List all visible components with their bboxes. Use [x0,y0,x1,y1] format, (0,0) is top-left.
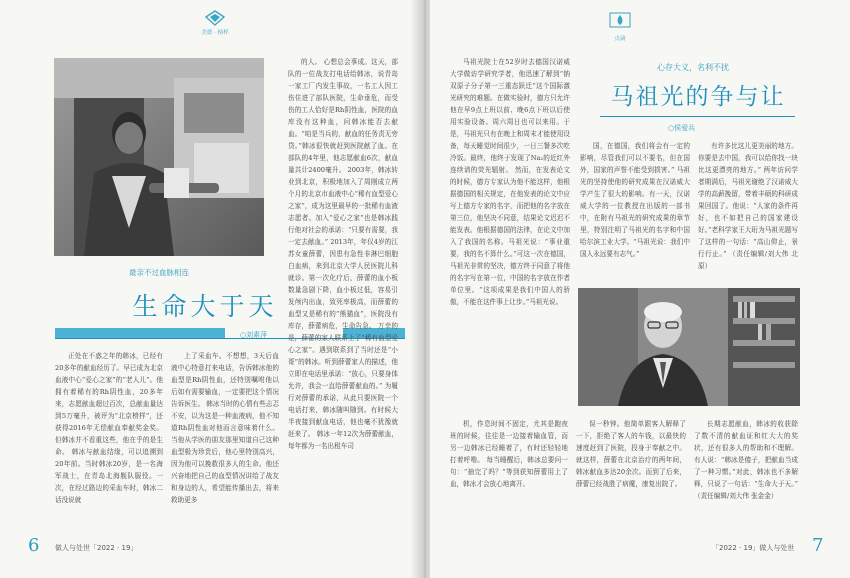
left-col-1 [55,350,163,538]
blood-donor-photo [54,58,264,256]
left-folio: 做人与处世「2022 · 19」 [55,544,138,552]
article-title-right: 马祖光的争与让 [610,84,786,110]
section-logo-text: 美德 · 榜样 [201,30,229,36]
diamond-heart-icon [205,10,225,26]
title-rule [600,116,795,117]
right-top-col-1-text: 马祖光院士在52岁时去德国汉诺威大学做访学研究学者，他迅速了解到“钠双原子分子第一三重态跃迁”这个国际激光研究的难题。在做实验时，德方只允许他在早9点上班以前、晚6点下班以后使用实验设备。周六周日也可以来用。于是，马祖光只有在晚上和周末才能使用设备，每天睡觉时间很少，一日三餐多次吃冷饭。最终，他终于发现了Na₂的近红外连续谱的荧光辐射。 然而，在发表论文的时候，德方专家认为他不能这样，他根据德国的相关规定，在他发表的论文中应写上德方专家的名字，而把他的名字放在第三位，他坚决不同意，结果论文迟迟不能发表。他根据德国的法律，在论文中加入了我国的名称。马祖光说：“事业重要，我的名不算什么。”可这一次在德国，马祖光非常的坚决，德方终于同意了将他的名字写在第一位，中国的名字放在作者单位里。“这项成果是我们中国人的骄傲，不能在这件事上让步。”马祖光说。 [450,58,570,306]
section-logo-left [190,10,240,36]
left-col-2-text: 上了采血车。不想想，3天后血液中心特意打来电话，告诉韩冰他的血型是Rh阴性血，还特别嘱咐他以后如有需要输血，一定要把这个情况告诉医生。 韩冰当时的心情有些忐忑不安，以为这是一种血液病，他不知道Rh阴性血对他而言意味着什么。当他从学医的朋友那里知道自己这种血型极为珍贵后，他心里特别高兴，因为他可以挽救很多人的生命。他还兴奋地把自己的血型情况讲给了战友和身边的人，希望能传播出去，将来救助更多 [171,352,279,504]
author-right: ○侯爱兵 [668,124,696,132]
section-logo-text: 点滴 [614,36,626,42]
right-bottom-col-3 [694,418,798,538]
left-col-1-text: 正处在不惑之年的韩冰，已经有20多年的献血经历了。早已成为北京血液中心“爱心之家”的“老人儿”。他拥有着稀有的Rh阴性血，20多年来，志愿献血超过百次，总献血量达到5万毫升，被评为“北京榜样”，还获得2016年无偿献血奉献奖金奖。但韩冰并不看重这些，他在乎的是生命。 韩冰与献血结缘，可以追溯到20年前。当时韩冰20岁，是一名海军战士，在青岛北海舰队服役。一次，在经过路边的采血车时，韩冰二话没说就 [55,352,163,504]
article-subtitle-right: 心存大义，名利不扰 [657,63,729,72]
left-page [0,0,420,578]
right-top-col-2-text: 国，在德国，我们将会有一定的影响，尽管我们可以不要名，但在国外，国家的声誉不能受到损害。” 马祖光的坚持使他的研究成果在汉诺威大学产生了很大的影响。有一天，汉诺威大学的一位教授在出版的一部书中，在附有马祖光的研究成果的章节里，特别注明了马祖光的名字和中国哈尔滨工业大学。“马祖光说：我们中国人永远要有志气。” [580,142,690,258]
right-bottom-col-2-text: 误一秒钟。他简单跟客人解释了一下，拒绝了客人的车钱，以最快的速度赶到了医院，投身于奉献之中。 就这样，薛蕾在北京治疗的两年间，韩冰献血多达20余次。而到了后来，薛蕾已经战胜了病魔，康复出院了。 [576,420,686,488]
left-page-number: 6 [28,535,40,556]
right-top-col-3 [698,140,798,275]
right-bottom-col-2 [576,418,686,538]
right-top-col-2 [580,140,690,275]
right-top-col-1 [450,56,570,306]
author-left: ○刘素萍 [240,331,268,339]
droplet-icon [609,12,631,32]
article-title-left: 生命大于天 [132,292,278,321]
right-bottom-col-1-text: 机，作息时间不固定，尤其是跑夜班的时候，往往是一边接着输血管，而另一边韩冰已经睡着了，有时还轻轻地打着呼噜。 每当睡醒后，韩冰总要问一句：“抽完了吗？”等到获知薛蕾用上了血，韩冰才会放心地离开。 [450,420,568,488]
right-top-col-3-text: 有许多比这儿更美丽的地方。你要是去中国，我可以给你找一块比这更漂亮的地方。” 两年访问学者期满后，马祖光谢绝了汉诺威大学的高薪挽留，带着丰硕的科研成果回国了。他说：“人家的条件再好，也不如把自己的国家建设好。”老科学家王大珩为马祖光题写了这样的一句话：“高山仰止，景行行止。” （责任编辑/刘大伟 北原） [698,142,798,270]
left-col-3 [288,56,398,538]
right-bottom-col-1 [450,418,568,538]
author-bar-block [55,328,225,338]
section-logo-right [600,12,640,42]
portrait-photo [578,288,800,406]
left-col-2 [171,350,279,538]
photo-caption: 最亲不过血脉相连 [129,268,189,277]
right-folio: 「2022 · 19」做人与处世 [712,544,795,552]
right-bottom-col-3-text: 长期志愿献血，韩冰的收获除了数不清的献血证和红大大的奖状，还有很多人的帮助和不理解。有人说：“韩冰是傻子，把献血当成了一种习惯。”对此，韩冰也不多解释，只说了一句话：“生命大于天。” （责任编辑/刘大伟 张金金） [694,420,798,500]
right-page-number: 7 [812,535,824,556]
left-col-3-text: 的人。 心想总会事成。这天，部队的一位战友打电话给韩冰，说青岛一家工厂内发生事故，一名工人因工伤住进了部队医院，生命垂危，而受伤的工人恰好是Rh阴性血，医院的血库没有这种血，问韩冰能否去献血。“咱是当兵的，献血的任务责无旁贷。”韩冰很快就赶到医院献了血。在部队的4年里，他志愿献血6次，献血量共计2400毫升。 2003年，韩冰转业到北京，积极地加入了周刚成立两个月的北京市血液中心“稀有血型爱心之家”，成为这里最早的一批稀有血液志愿者。加入“爱心之家”也是韩冰践行他对社会的承诺：“只要有需要，我一定去献血。” 2013年，年仅4岁的江苏女童薛蕾，因患有急性非淋巴细胞白血病，来到北京大学人民医院儿科就诊。第一次化疗后，薛蕾的血小板数量急剧下降，血小板过低，容易引发颅内出血，致死率极高，而薛蕾的血型又是稀有的“熊猫血”，医院没有库存，薛蕾病危，生命告急。 万幸的是，薛蕾的家人联系上了“稀有血型爱心之家”。遇到联系到了当时还是“小哥”的韩冰。听到薛蕾家人的描述，他立即在电话里承诺：“放心，只要身体允许，我会一直给薛蕾献血的。” 为履行对薛蕾的承诺，从此只要医院一个电话打来，韩冰随叫随到。有时候大半夜接到献血电话，他也毫不犹豫就赶来了。 韩冰一年12次为薛蕾献血，每年都为一名出租车司 [288,58,398,450]
